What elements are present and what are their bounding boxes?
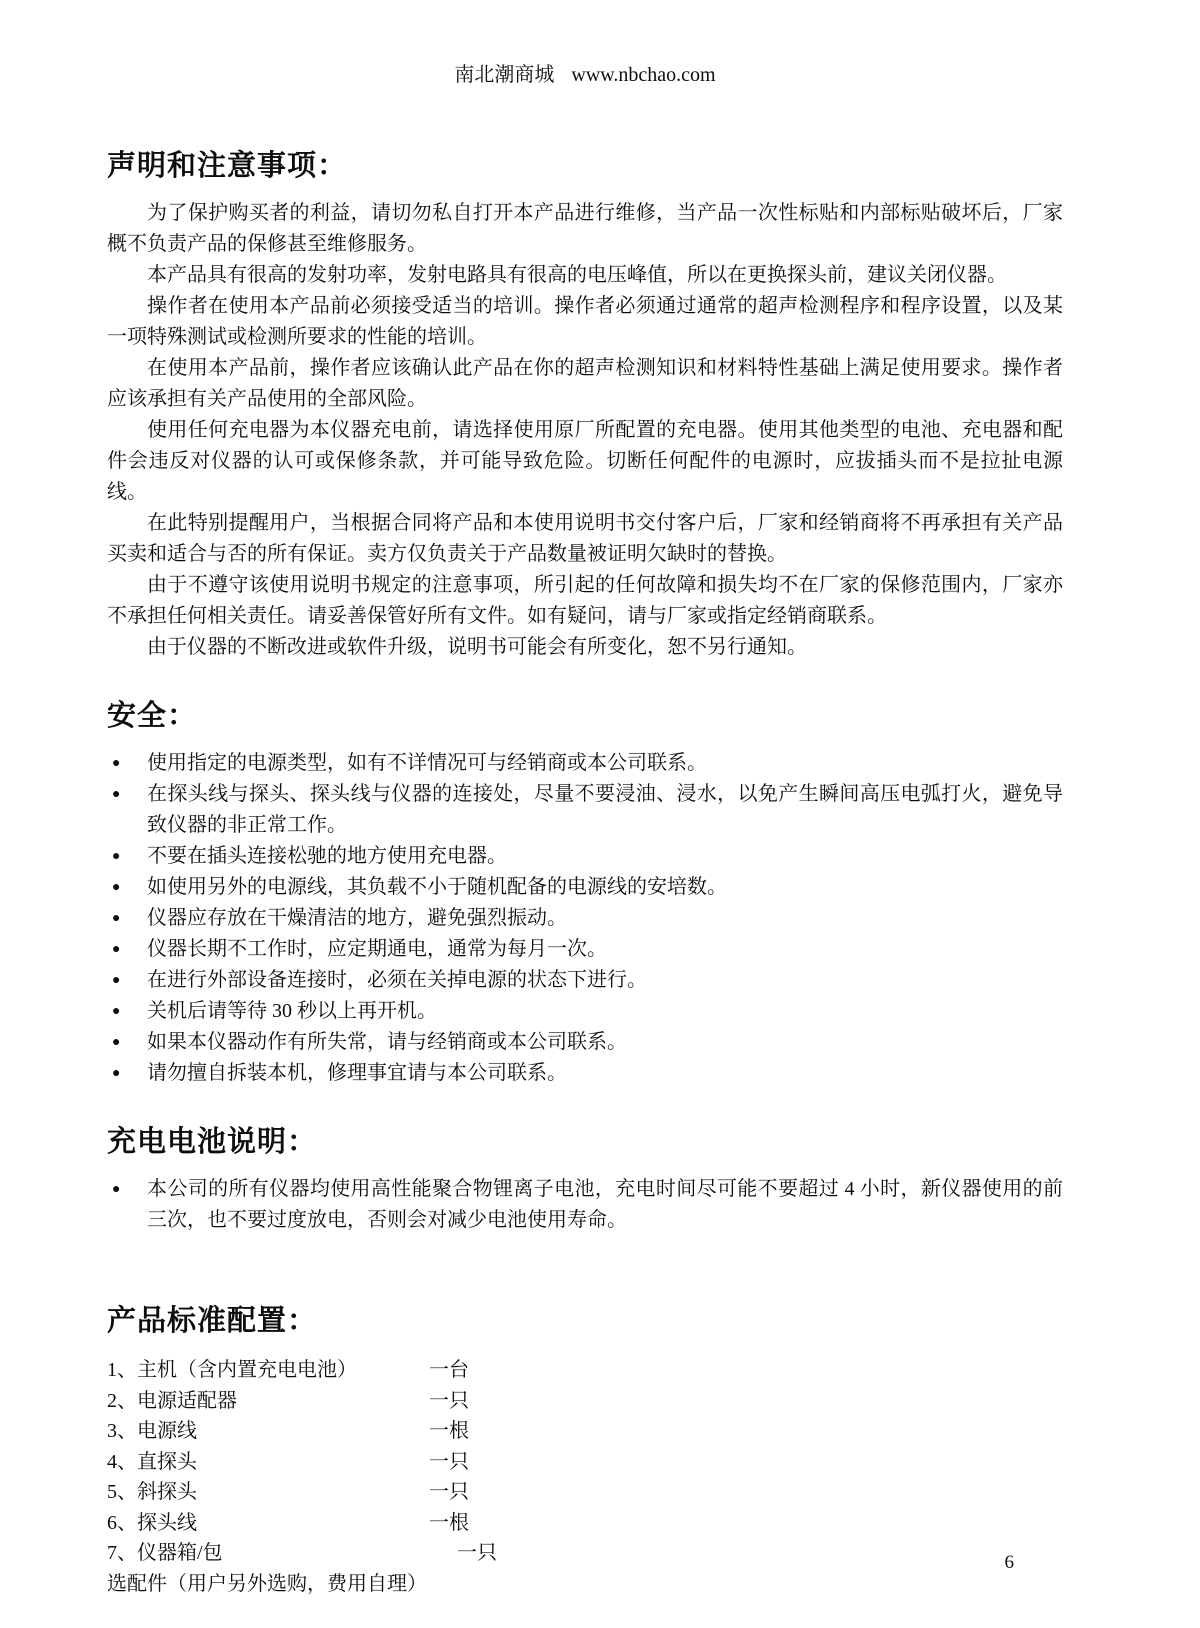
safety-item-text: 如果本仪器动作有所失常，请与经销商或本公司联系。	[147, 1031, 627, 1053]
section-title-battery: 充电电池说明：	[107, 1126, 318, 1158]
safety-list-item	[107, 1027, 1063, 1058]
config-item-label: 3、电源线	[107, 1420, 197, 1442]
safety-list-item	[107, 872, 1063, 903]
bullet-icon: ●	[112, 1066, 121, 1081]
declaration-paragraph: 由于仪器的不断改进或软件升级，说明书可能会有所变化，恕不另行通知。	[147, 636, 807, 658]
config-item-qty: 一根	[429, 1420, 469, 1442]
site-header	[107, 58, 1063, 87]
config-item-label: 6、探头线	[107, 1511, 197, 1534]
safety-item-text: 请勿擅自拆装本机，修理事宜请与本公司联系。	[147, 1062, 567, 1084]
bullet-icon: ●	[112, 1004, 121, 1019]
config-item	[107, 1477, 1063, 1508]
safety-list-item	[107, 841, 1063, 872]
section-title-declaration: 声明和注意事项：	[107, 150, 348, 182]
safety-list-item	[107, 965, 1063, 996]
bullet-icon: ●	[112, 787, 121, 802]
config-item	[107, 1386, 1063, 1417]
config-list	[107, 1355, 1063, 1599]
config-item-qty: 一只	[457, 1542, 497, 1564]
bullet-icon: ●	[112, 942, 121, 957]
config-item-qty: 一根	[429, 1511, 469, 1534]
bullet-icon: ●	[112, 1182, 121, 1197]
section-title-config: 产品标准配置：	[107, 1305, 318, 1337]
config-item-label: 2、电源适配器	[107, 1389, 237, 1412]
config-item-label: 7、仪器箱/包	[107, 1542, 223, 1564]
config-item-label: 5、斜探头	[107, 1481, 197, 1503]
safety-list-item	[107, 748, 1063, 779]
config-item	[107, 1355, 1063, 1386]
config-item-qty: 一只	[429, 1389, 469, 1412]
safety-list-item	[107, 903, 1063, 934]
bullet-icon: ●	[112, 973, 121, 988]
bullet-icon: ●	[112, 849, 121, 864]
site-name: 南北潮商城	[454, 64, 555, 86]
safety-list	[107, 748, 1063, 1089]
safety-item-text: 如使用另外的电源线，其负载不小于随机配备的电源线的安培数。	[147, 876, 727, 898]
safety-list-item	[107, 779, 1063, 841]
safety-item-text: 不要在插头连接松驰的地方使用充电器。	[147, 845, 507, 867]
declaration-paragraph: 在此特别提醒用户，当根据合同将产品和本使用说明书交付客户后，厂家和经销商将不再承担有关产品买卖和适合与否的所有保证。卖方仅负责关于产品数量被证明欠缺时的替换。	[107, 512, 1063, 565]
config-item	[107, 1508, 1063, 1539]
config-item	[107, 1538, 1063, 1569]
bullet-icon: ●	[112, 911, 121, 926]
battery-list-item	[107, 1174, 1063, 1236]
section-title-safety: 安全：	[107, 700, 198, 732]
safety-item-text: 使用指定的电源类型，如有不详情况可与经销商或本公司联系。	[147, 752, 707, 774]
safety-item-text: 在探头线与探头、探头线与仪器的连接处，尽量不要浸油、浸水，以免产生瞬间高压电弧打火，避免导致仪器的非正常工作。	[147, 783, 1063, 836]
safety-list-item	[107, 1058, 1063, 1089]
safety-item-text: 关机后请等待 30 秒以上再开机。	[147, 1000, 437, 1022]
safety-item-text: 在进行外部设备连接时，必须在关掉电源的状态下进行。	[147, 969, 647, 991]
declaration-paragraph: 使用任何充电器为本仪器充电前，请选择使用原厂所配置的充电器。使用其他类型的电池、充电器和配件会违反对仪器的认可或保修条款，并可能导致危险。切断任何配件的电源时，应拔插头而不是拉扯电源线。	[107, 419, 1063, 503]
safety-list-item	[107, 934, 1063, 965]
config-item-qty: 一只	[429, 1450, 469, 1473]
battery-list	[107, 1174, 1063, 1236]
config-item-label: 4、直探头	[107, 1450, 197, 1473]
config-item	[107, 1447, 1063, 1478]
safety-item-text: 仪器应存放在干燥清洁的地方，避免强烈振动。	[147, 907, 567, 929]
declaration-paragraph: 在使用本产品前，操作者应该确认此产品在你的超声检测知识和材料特性基础上满足使用要求。操作者应该承担有关产品使用的全部风险。	[107, 357, 1063, 410]
config-item-label: 1、主机（含内置充电电池）	[107, 1359, 357, 1381]
declaration-paragraph: 为了保护购买者的利益，请切勿私自打开本产品进行维修，当产品一次性标贴和内部标贴破坏后，厂家概不负责产品的保修甚至维修服务。	[107, 202, 1063, 255]
site-url: www.nbchao.com	[571, 64, 716, 86]
config-item-qty: 一只	[429, 1481, 469, 1503]
config-item-qty: 一台	[429, 1359, 469, 1381]
declaration-paragraph: 由于不遵守该使用说明书规定的注意事项，所引起的任何故障和损失均不在厂家的保修范围内，厂家亦不承担任何相关责任。请妥善保管好所有文件。如有疑问，请与厂家或指定经销商联系。	[107, 574, 1063, 627]
config-item	[107, 1416, 1063, 1447]
declaration-paragraph: 操作者在使用本产品前必须接受适当的培训。操作者必须通过通常的超声检测程序和程序设置，以及某一项特殊测试或检测所要求的性能的培训。	[107, 295, 1063, 348]
page-number: 6	[1004, 1552, 1014, 1573]
config-note: 选配件（用户另外选购，费用自理）	[107, 1572, 427, 1595]
declaration-paragraph: 本产品具有很高的发射功率，发射电路具有很高的电压峰值，所以在更换探头前，建议关闭仪器。	[147, 264, 1007, 286]
bullet-icon: ●	[112, 1035, 121, 1050]
bullet-icon: ●	[112, 756, 121, 771]
bullet-icon: ●	[112, 880, 121, 895]
safety-item-text: 仪器长期不工作时，应定期通电，通常为每月一次。	[147, 938, 607, 960]
battery-item-text: 本公司的所有仪器均使用高性能聚合物锂离子电池，充电时间尽可能不要超过 4 小时，新仪器使用的前三次，也不要过度放电，否则会对减少电池使用寿命。	[147, 1178, 1063, 1231]
safety-list-item	[107, 996, 1063, 1027]
